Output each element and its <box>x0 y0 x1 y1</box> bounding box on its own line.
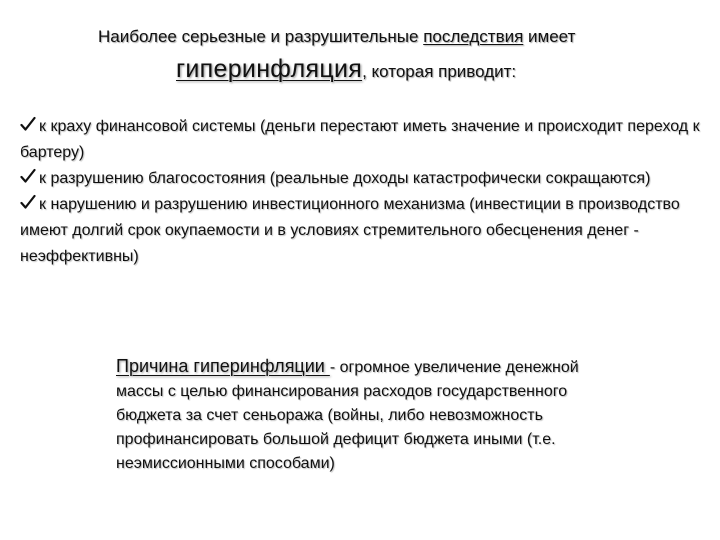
heading-underlined-word: последствия <box>423 27 524 46</box>
list-item <box>20 192 710 270</box>
heading-text-after: имеет <box>523 27 576 46</box>
checkmark-icon <box>20 168 36 184</box>
checkmark-icon <box>20 194 36 210</box>
cause-text: - огромное увеличение денежной массы с целью финансирования расходов государственного бюджета за счет сеньоража (войны, либо невозможность профинансировать большой дефицит бюджета иными (т.е. неэмиссионными способами) <box>116 359 579 472</box>
list-item <box>20 114 710 166</box>
list-item-text: к нарушению и разрушению инвестиционного механизма (инвестиции в производство имеют долгий срок окупаемости и в условиях стремительного обесценения денег - неэффективны) <box>20 196 680 265</box>
heading-line-2 <box>176 54 516 88</box>
hyperinflation-term: гиперинфляция <box>176 55 363 83</box>
cause-title: Причина гиперинфляции <box>116 356 330 376</box>
consequences-list <box>20 114 710 270</box>
heading-line-1 <box>98 26 575 48</box>
list-item-text: к разрушению благосостояния (реальные доходы катастрофически сокращаются) <box>39 170 651 187</box>
heading-rest-text: , которая приводит: <box>362 62 517 81</box>
list-item-text: к краху финансовой системы (деньги перестают иметь значение и происходит переход к бартеру) <box>20 118 700 161</box>
heading-text-before: Наиболее серьезные и разрушительные <box>98 27 424 46</box>
checkmark-icon <box>20 116 36 132</box>
list-item <box>20 166 710 192</box>
cause-paragraph <box>116 354 616 476</box>
